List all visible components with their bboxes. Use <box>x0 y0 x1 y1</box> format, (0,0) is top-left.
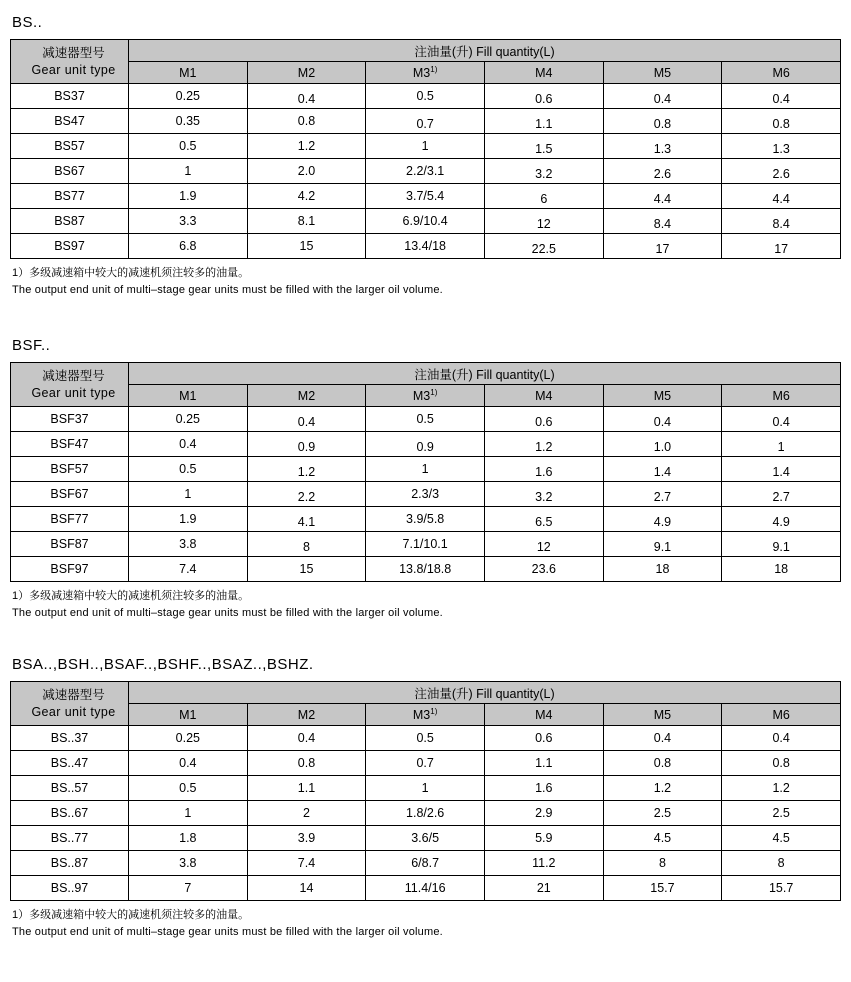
cell-m5-value: 0.4 <box>653 415 672 430</box>
footnote <box>12 588 841 622</box>
column-header-gear-unit-type <box>11 40 129 84</box>
cell-m5: 15.7 <box>603 876 722 901</box>
cell-m1: 1.9 <box>129 507 248 532</box>
cell-m5 <box>603 159 722 184</box>
cell-m3: 7.1/10.1 <box>366 532 485 557</box>
cell-m1: 1.8 <box>129 826 248 851</box>
column-header-m2: M2 <box>247 385 366 407</box>
cell-gear-unit-type: BS77 <box>11 184 129 209</box>
cell-m6 <box>722 482 841 507</box>
section-title: BSA..,BSH..,BSAF..,BSHF..,BSAZ..,BSHZ. <box>12 656 314 674</box>
cell-m3: 13.4/18 <box>366 234 485 259</box>
cell-m2 <box>247 432 366 457</box>
cell-m3: 0.5 <box>366 84 485 109</box>
cell-m4: 23.6 <box>484 557 603 582</box>
cell-m5 <box>603 134 722 159</box>
table-row <box>11 184 841 209</box>
m3-footnote-marker: 1) <box>430 388 438 398</box>
cell-gear-unit-type: BS..37 <box>11 726 129 751</box>
footnote-cn: 1）多级减速箱中较大的减速机须注较多的油量。 <box>12 267 250 279</box>
cell-m2-value: 2.2 <box>297 490 316 505</box>
cell-m2: 2 <box>247 801 366 826</box>
fill-quantity-cn: 注油量(升) <box>414 367 473 382</box>
cell-m6: 2.5 <box>722 801 841 826</box>
cell-m4-value: 22.5 <box>531 242 556 256</box>
oil-fill-table <box>10 681 841 901</box>
cell-m6-value: 1 <box>777 440 785 455</box>
cell-m6: 0.8 <box>722 751 841 776</box>
table-head <box>11 40 841 84</box>
table-row <box>11 801 841 826</box>
cell-m1: 0.25 <box>129 407 248 432</box>
cell-gear-unit-type: BS..67 <box>11 801 129 826</box>
footnote <box>12 907 841 941</box>
cell-m1: 1.9 <box>129 184 248 209</box>
cell-m1: 1 <box>129 159 248 184</box>
header-row-mounting <box>11 62 841 84</box>
cell-m4 <box>484 482 603 507</box>
footnote-cn: 1）多级减速箱中较大的减速机须注较多的油量。 <box>12 590 250 603</box>
cell-m4 <box>484 209 603 234</box>
cell-m4-value: 12 <box>536 217 551 231</box>
section-bsf <box>10 337 841 622</box>
cell-m3: 2.2/3.1 <box>366 159 485 184</box>
cell-m5-value: 0.4 <box>653 92 672 106</box>
cell-m1: 0.4 <box>129 432 248 457</box>
cell-m4: 1.6 <box>484 776 603 801</box>
cell-gear-unit-type: BSF77 <box>11 507 129 532</box>
cell-gear-unit-type: BSF57 <box>11 457 129 482</box>
cell-m1: 0.4 <box>129 751 248 776</box>
cell-m4-value: 1.5 <box>535 142 553 156</box>
table-head <box>11 682 841 726</box>
cell-m5 <box>603 432 722 457</box>
cell-m1: 6.8 <box>129 234 248 259</box>
cell-m6: 18 <box>722 557 841 582</box>
column-header-m2: M2 <box>247 704 366 726</box>
cell-m4: 2.9 <box>484 801 603 826</box>
cell-m5: 0.4 <box>603 726 722 751</box>
column-header-m1: M1 <box>129 62 248 84</box>
gear-unit-type-cn: 减速器型号 <box>42 45 105 60</box>
cell-m4: 21 <box>484 876 603 901</box>
column-header-gear-unit-type <box>11 682 129 726</box>
section-title: BS.. <box>12 14 43 31</box>
cell-m5 <box>603 507 722 532</box>
cell-m2-value: 0.9 <box>297 440 316 455</box>
cell-m4-value: 0.6 <box>535 415 553 430</box>
column-header-m6: M6 <box>722 62 841 84</box>
table-row <box>11 432 841 457</box>
section-bs <box>10 14 841 299</box>
cell-m6 <box>722 432 841 457</box>
column-header-fill-quantity <box>129 682 841 704</box>
cell-m4-value: 3.2 <box>535 167 553 181</box>
cell-m4 <box>484 84 603 109</box>
cell-m5-value: 9.1 <box>653 540 672 555</box>
cell-m6: 0.4 <box>722 726 841 751</box>
cell-m3-value: 0.7 <box>416 117 434 131</box>
cell-m6-value: 2.6 <box>772 167 790 181</box>
cell-m4 <box>484 159 603 184</box>
oil-fill-table <box>10 39 841 259</box>
cell-m1: 1 <box>129 801 248 826</box>
table-row <box>11 776 841 801</box>
header-row-mounting <box>11 704 841 726</box>
cell-m6-value: 0.4 <box>772 415 790 430</box>
header-row-mounting <box>11 385 841 407</box>
column-header-gear-unit-type <box>11 363 129 407</box>
cell-m4 <box>484 532 603 557</box>
m3-label: M3 <box>412 66 431 81</box>
cell-m4-value: 0.6 <box>535 92 553 106</box>
table-row <box>11 159 841 184</box>
cell-m6 <box>722 84 841 109</box>
cell-m4: 1.1 <box>484 751 603 776</box>
gear-unit-type-en: Gear unit type <box>31 385 116 400</box>
cell-m5 <box>603 482 722 507</box>
cell-m2 <box>247 407 366 432</box>
cell-m4 <box>484 234 603 259</box>
column-header-m4: M4 <box>484 62 603 84</box>
cell-m1: 0.5 <box>129 776 248 801</box>
cell-m2: 0.4 <box>247 726 366 751</box>
cell-m6 <box>722 159 841 184</box>
cell-m2: 7.4 <box>247 851 366 876</box>
gear-unit-type-en: Gear unit type <box>31 62 116 77</box>
table-row <box>11 209 841 234</box>
cell-m4: 11.2 <box>484 851 603 876</box>
cell-m1: 0.5 <box>129 134 248 159</box>
cell-m2 <box>247 84 366 109</box>
cell-m5: 2.5 <box>603 801 722 826</box>
column-header-m6: M6 <box>722 704 841 726</box>
table-row <box>11 826 841 851</box>
cell-m5-value: 17 <box>655 242 670 256</box>
cell-m6: 4.5 <box>722 826 841 851</box>
cell-gear-unit-type: BS..57 <box>11 776 129 801</box>
cell-m4-value: 12 <box>536 540 551 555</box>
cell-m6-value: 1.3 <box>772 142 790 156</box>
spacer <box>10 305 841 331</box>
table-row <box>11 457 841 482</box>
cell-m6 <box>722 407 841 432</box>
fill-quantity-cn: 注油量(升) <box>414 686 473 701</box>
cell-m5-value: 1.4 <box>653 465 672 480</box>
cell-m2 <box>247 532 366 557</box>
cell-m2: 2.0 <box>247 159 366 184</box>
gear-unit-type-en: Gear unit type <box>31 704 116 719</box>
cell-m3: 6.9/10.4 <box>366 209 485 234</box>
cell-gear-unit-type: BS..47 <box>11 751 129 776</box>
cell-m5-value: 4.9 <box>653 515 672 530</box>
table-head <box>11 363 841 407</box>
cell-m4 <box>484 407 603 432</box>
cell-m4 <box>484 457 603 482</box>
cell-m3: 1 <box>366 776 485 801</box>
cell-m2: 1.2 <box>247 134 366 159</box>
cell-m1: 1 <box>129 482 248 507</box>
footnote <box>12 265 841 299</box>
cell-m5 <box>603 532 722 557</box>
column-header-m4: M4 <box>484 385 603 407</box>
cell-m1: 0.35 <box>129 109 248 134</box>
cell-m3-value: 0.9 <box>416 440 434 455</box>
cell-m6-value: 0.8 <box>772 117 790 131</box>
column-header-m3 <box>366 62 485 84</box>
gear-unit-type-cn: 减速器型号 <box>42 368 105 383</box>
cell-m2: 14 <box>247 876 366 901</box>
cell-m2-value: 1.2 <box>297 465 316 480</box>
fill-quantity-cn: 注油量(升) <box>414 44 473 59</box>
cell-m2 <box>247 457 366 482</box>
cell-gear-unit-type: BSF97 <box>11 557 129 582</box>
cell-m1: 3.8 <box>129 851 248 876</box>
table-row <box>11 134 841 159</box>
cell-m1: 0.25 <box>129 726 248 751</box>
cell-m1: 7.4 <box>129 557 248 582</box>
cell-m3: 0.7 <box>366 751 485 776</box>
cell-m6: 8 <box>722 851 841 876</box>
cell-gear-unit-type: BS..77 <box>11 826 129 851</box>
column-header-m2: M2 <box>247 62 366 84</box>
cell-m6-value: 8.4 <box>772 217 790 231</box>
header-row-top <box>11 682 841 704</box>
table-row <box>11 726 841 751</box>
cell-m4: 5.9 <box>484 826 603 851</box>
cell-m2: 15 <box>247 557 366 582</box>
cell-gear-unit-type: BS87 <box>11 209 129 234</box>
cell-m1: 3.3 <box>129 209 248 234</box>
m3-footnote-marker: 1) <box>430 707 438 717</box>
column-header-m3 <box>366 385 485 407</box>
table-row <box>11 84 841 109</box>
table-body <box>11 84 841 259</box>
cell-m2-value: 8 <box>303 540 310 555</box>
cell-m6 <box>722 184 841 209</box>
table-row <box>11 751 841 776</box>
cell-m4 <box>484 184 603 209</box>
m3-label: M3 <box>412 389 431 404</box>
cell-m5: 18 <box>603 557 722 582</box>
cell-m4 <box>484 507 603 532</box>
cell-gear-unit-type: BS37 <box>11 84 129 109</box>
cell-m1: 7 <box>129 876 248 901</box>
cell-m6 <box>722 209 841 234</box>
cell-m2-value: 4.1 <box>297 515 316 530</box>
cell-gear-unit-type: BSF47 <box>11 432 129 457</box>
cell-m6: 1.2 <box>722 776 841 801</box>
cell-m4-value: 6.5 <box>535 515 553 530</box>
cell-m5: 0.8 <box>603 751 722 776</box>
table-body <box>11 407 841 582</box>
table-row <box>11 532 841 557</box>
table-row <box>11 407 841 432</box>
cell-m6 <box>722 532 841 557</box>
cell-gear-unit-type: BSF37 <box>11 407 129 432</box>
cell-m3: 6/8.7 <box>366 851 485 876</box>
cell-gear-unit-type: BS67 <box>11 159 129 184</box>
cell-m5-value: 2.6 <box>653 167 672 181</box>
column-header-m1: M1 <box>129 385 248 407</box>
table-row <box>11 109 841 134</box>
cell-m5-value: 8.4 <box>653 217 672 231</box>
cell-gear-unit-type: BSF87 <box>11 532 129 557</box>
table-row <box>11 557 841 582</box>
cell-m3: 3.9/5.8 <box>366 507 485 532</box>
footnote-en: The output end unit of multi–stage gear units must be filled with the larger oil volume. <box>12 926 443 939</box>
cell-m3 <box>366 432 485 457</box>
spacer <box>10 628 841 650</box>
cell-m3: 13.8/18.8 <box>366 557 485 582</box>
table-row <box>11 507 841 532</box>
fill-quantity-en: Fill quantity(L) <box>476 44 555 59</box>
cell-m3: 0.5 <box>366 726 485 751</box>
cell-m5-value: 2.7 <box>653 490 672 505</box>
cell-m2: 1.1 <box>247 776 366 801</box>
cell-m5-value: 0.8 <box>653 117 672 131</box>
cell-m4-value: 1.2 <box>535 440 553 455</box>
cell-m1: 3.8 <box>129 532 248 557</box>
cell-m5 <box>603 84 722 109</box>
cell-m2: 0.8 <box>247 751 366 776</box>
cell-m4 <box>484 109 603 134</box>
footnote-en: The output end unit of multi–stage gear units must be filled with the larger oil volume. <box>12 607 443 620</box>
cell-m6 <box>722 457 841 482</box>
column-header-m5: M5 <box>603 385 722 407</box>
cell-gear-unit-type: BS47 <box>11 109 129 134</box>
fill-quantity-en: Fill quantity(L) <box>476 367 555 382</box>
cell-m6-value: 4.9 <box>772 515 790 530</box>
cell-m3: 1.8/2.6 <box>366 801 485 826</box>
column-header-fill-quantity <box>129 40 841 62</box>
cell-m4: 0.6 <box>484 726 603 751</box>
cell-m2: 4.2 <box>247 184 366 209</box>
cell-m4 <box>484 134 603 159</box>
cell-m6: 15.7 <box>722 876 841 901</box>
cell-m5 <box>603 234 722 259</box>
cell-m6-value: 2.7 <box>772 490 790 505</box>
cell-m6 <box>722 134 841 159</box>
cell-m4-value: 6 <box>540 192 548 206</box>
cell-m6-value: 0.4 <box>772 92 790 106</box>
cell-m6-value: 9.1 <box>772 540 790 555</box>
cell-m3: 3.6/5 <box>366 826 485 851</box>
column-header-fill-quantity <box>129 363 841 385</box>
cell-m1: 0.25 <box>129 84 248 109</box>
cell-m5 <box>603 209 722 234</box>
cell-m2-value: 0.4 <box>297 415 316 430</box>
column-header-m3 <box>366 704 485 726</box>
header-row-top <box>11 40 841 62</box>
table-row <box>11 851 841 876</box>
cell-m6 <box>722 507 841 532</box>
table-row <box>11 876 841 901</box>
cell-gear-unit-type: BS97 <box>11 234 129 259</box>
cell-m3 <box>366 109 485 134</box>
section-bsa-bsh <box>10 656 841 941</box>
header-row-top <box>11 363 841 385</box>
table-row <box>11 482 841 507</box>
cell-m4-value: 1.1 <box>535 117 553 131</box>
cell-m5 <box>603 184 722 209</box>
cell-m2-value: 0.4 <box>297 92 316 106</box>
column-header-m4: M4 <box>484 704 603 726</box>
cell-m5: 1.2 <box>603 776 722 801</box>
cell-m2: 3.9 <box>247 826 366 851</box>
section-title: BSF.. <box>12 337 51 355</box>
cell-m2 <box>247 507 366 532</box>
cell-gear-unit-type: BS..97 <box>11 876 129 901</box>
gear-unit-type-cn: 减速器型号 <box>42 687 105 702</box>
cell-m3: 2.3/3 <box>366 482 485 507</box>
cell-m6-value: 1.4 <box>772 465 790 480</box>
cell-m5-value: 4.4 <box>653 192 672 206</box>
cell-m3: 1 <box>366 134 485 159</box>
cell-m5: 4.5 <box>603 826 722 851</box>
cell-m2: 15 <box>247 234 366 259</box>
footnote-en: The output end unit of multi–stage gear units must be filled with the larger oil volume. <box>12 284 443 297</box>
column-header-m6: M6 <box>722 385 841 407</box>
table-row <box>11 234 841 259</box>
cell-m2 <box>247 482 366 507</box>
cell-m5 <box>603 109 722 134</box>
cell-m5 <box>603 457 722 482</box>
cell-gear-unit-type: BS57 <box>11 134 129 159</box>
cell-m2: 8.1 <box>247 209 366 234</box>
cell-m3: 11.4/16 <box>366 876 485 901</box>
cell-m3: 0.5 <box>366 407 485 432</box>
cell-m4-value: 3.2 <box>535 490 553 505</box>
cell-gear-unit-type: BS..87 <box>11 851 129 876</box>
cell-m1: 0.5 <box>129 457 248 482</box>
table-body <box>11 726 841 901</box>
cell-m3: 1 <box>366 457 485 482</box>
cell-gear-unit-type: BSF67 <box>11 482 129 507</box>
cell-m3: 3.7/5.4 <box>366 184 485 209</box>
column-header-m1: M1 <box>129 704 248 726</box>
column-header-m5: M5 <box>603 704 722 726</box>
cell-m2: 0.8 <box>247 109 366 134</box>
cell-m5-value: 1.0 <box>653 440 672 455</box>
cell-m5: 8 <box>603 851 722 876</box>
cell-m6 <box>722 109 841 134</box>
cell-m6-value: 17 <box>774 242 789 256</box>
fill-quantity-en: Fill quantity(L) <box>476 686 555 701</box>
cell-m4-value: 1.6 <box>535 465 553 480</box>
column-header-m5: M5 <box>603 62 722 84</box>
cell-m6 <box>722 234 841 259</box>
oil-fill-table <box>10 362 841 582</box>
footnote-cn: 1）多级减速箱中较大的减速机须注较多的油量。 <box>12 909 250 922</box>
cell-m4 <box>484 432 603 457</box>
cell-m5-value: 1.3 <box>653 142 672 156</box>
m3-label: M3 <box>412 708 431 723</box>
m3-footnote-marker: 1) <box>430 64 438 74</box>
cell-m6-value: 4.4 <box>772 192 790 206</box>
cell-m5 <box>603 407 722 432</box>
